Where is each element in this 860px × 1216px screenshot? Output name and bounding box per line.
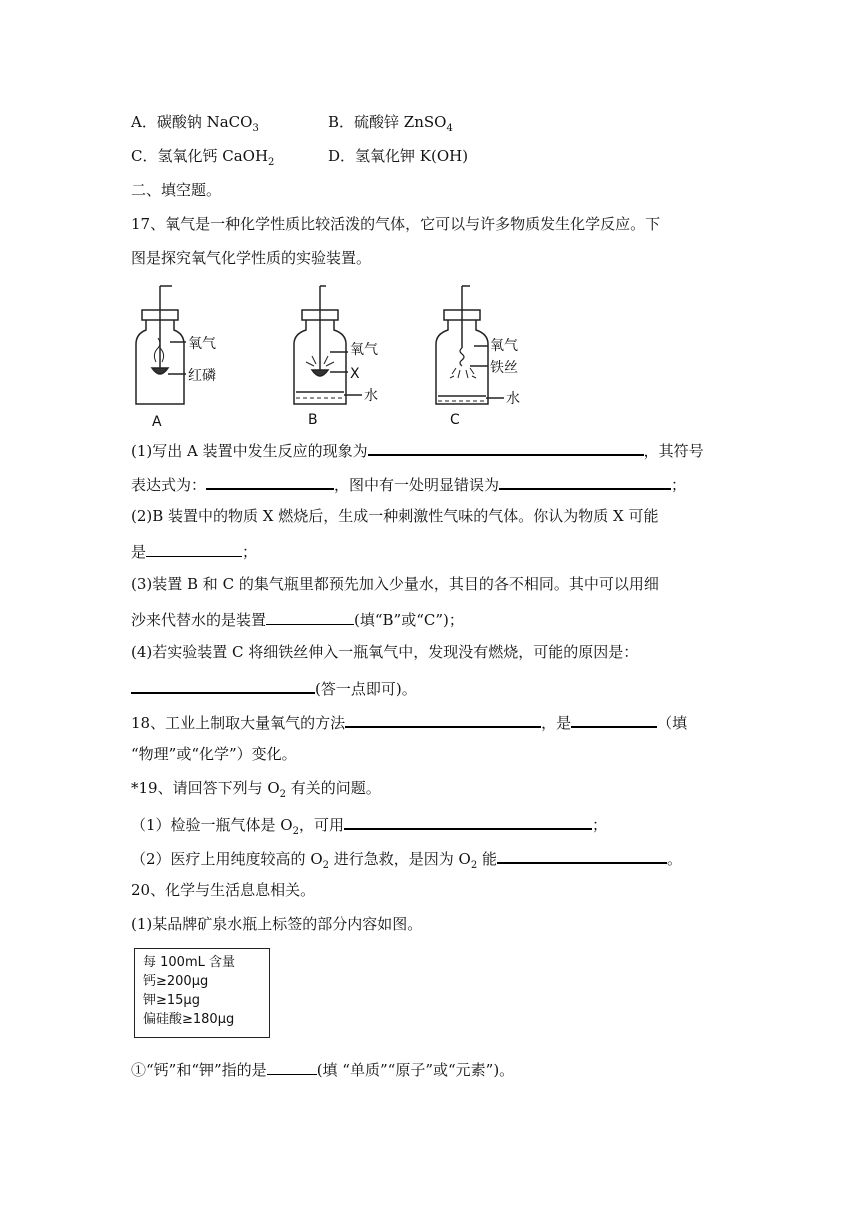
section-title: 二、填空题。 [131, 181, 222, 199]
q17-part2-line2: 是 ； [131, 540, 257, 562]
q17-part2-line1: (2)B 装置中的物质 X 燃烧后，生成一种刺激性气味的气体。你认为物质 X 可能 [131, 507, 659, 525]
q20-blank-calcium-potassium[interactable] [267, 1058, 317, 1075]
option-c: C．氢氧化钙 CaOH$_2$ [131, 147, 275, 168]
label-line-header: 每 100mL 含量 [143, 955, 235, 970]
q17-intro-2: 图是探究氧气化学性质的实验装置。 [131, 249, 372, 267]
q20-sub1: ①“钙”和“钾”指的是 (填 “单质”“原子”或“元素”)。 [131, 1058, 514, 1080]
q19-part2: （2）医疗上用纯度较高的 $O_2$ 进行急救，是因为 $O_2$ 能 。 [131, 846, 682, 869]
q17-blank-reason[interactable] [131, 676, 315, 694]
q17-blank-expression[interactable] [206, 472, 334, 490]
q20-intro: 20、化学与生活息息相关。 [131, 881, 316, 899]
fig-b-letter: B [308, 412, 318, 428]
fig-c-label-water: 水 [506, 391, 520, 407]
bottle-a [136, 286, 186, 404]
q17-part3-line1: (3)装置 B 和 C 的集气瓶里都预先加入少量水，其目的各不相同。其中可以用细 [131, 575, 659, 593]
q17-blank-error[interactable] [499, 472, 671, 490]
fig-c-label-oxygen: 氧气 [490, 338, 518, 354]
option-d: D．氢氧化钾 K(OH) [328, 147, 469, 165]
q19-blank-oxygen-property[interactable] [497, 846, 667, 864]
fig-c-letter: C [450, 412, 460, 428]
q19-part1: （1）检验一瓶气体是 $O_2$，可用 ； [131, 812, 607, 835]
label-line-metasilicic-acid: 偏硅酸≥180μg [143, 1012, 235, 1027]
q17-part1-line1: (1)写出 A 装置中发生反应的现象为 ，其符号 [131, 438, 704, 461]
apparatus-figure [130, 282, 550, 432]
label-line-potassium: 钾≥15μg [143, 993, 200, 1008]
fig-b-label-water: 水 [364, 388, 378, 404]
fig-c-label-iron-wire: 铁丝 [490, 360, 518, 376]
q17-blank-substance-x[interactable] [146, 540, 242, 557]
option-a: A．碳酸钠 NaCO$_3$ [131, 113, 259, 134]
q17-part4-line2: (答一点即可)。 [131, 676, 417, 699]
option-b: B．硫酸锌 ZnSO$_4$ [328, 113, 453, 134]
fig-a-label-oxygen: 氧气 [188, 336, 216, 352]
q17-part3-line2: 沙来代替水的是装置 (填“B”或“C”)； [131, 608, 464, 630]
fig-a-letter: A [152, 414, 162, 430]
label-line-calcium: 钙≥200μg [143, 974, 209, 989]
q18-blank-change-type[interactable] [571, 710, 657, 728]
q19-blank-test-method[interactable] [344, 812, 592, 830]
mineral-water-label [134, 948, 270, 1038]
q18-line2: “物理”或“化学”）变化。 [131, 745, 297, 763]
q17-part4-line1: (4)若实验装置 C 将细铁丝伸入一瓶氧气中，发现没有燃烧，可能的原因是： [131, 643, 639, 661]
q19-intro: *19、请回答下列与 $O_2$ 有关的问题。 [131, 779, 381, 800]
q20-part1: (1)某品牌矿泉水瓶上标签的部分内容如图。 [131, 915, 423, 933]
fig-a-label-phosphorus: 红磷 [188, 368, 216, 384]
q17-blank-device[interactable] [266, 608, 354, 625]
fig-b-label-oxygen: 氧气 [350, 342, 378, 358]
q18-line1: 18、工业上制取大量氧气的方法 ，是 （填 [131, 710, 687, 733]
fig-b-label-x: X [350, 366, 360, 382]
q18-blank-method[interactable] [345, 710, 541, 728]
q17-blank-phenomenon[interactable] [368, 438, 644, 456]
q17-part1-line2: 表达式为： ，图中有一处明显错误为 ； [131, 472, 686, 495]
q17-intro-1: 17、氧气是一种化学性质比较活泼的气体，它可以与许多物质发生化学反应。下 [131, 215, 661, 233]
